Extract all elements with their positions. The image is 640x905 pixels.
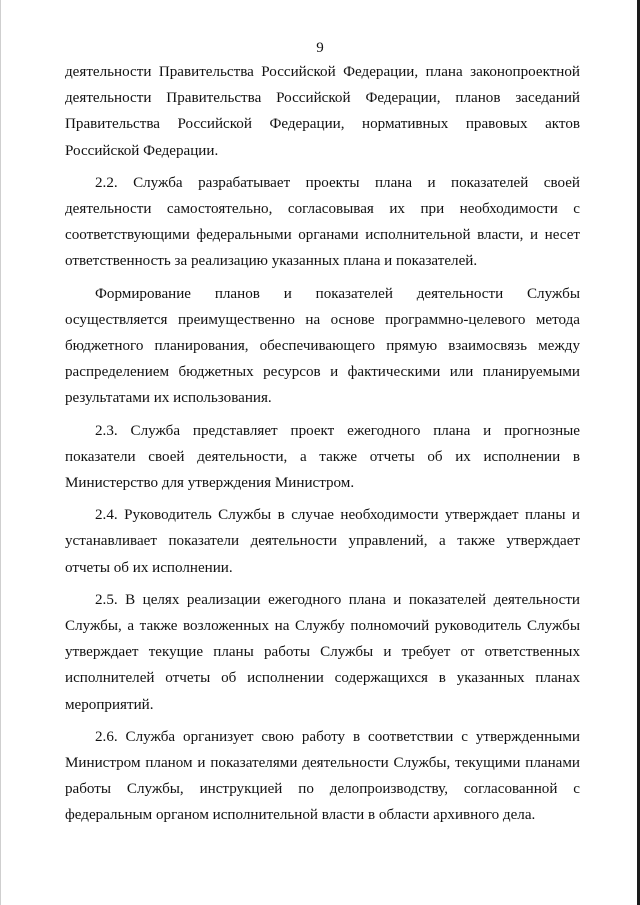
scan-edge-left [0,0,1,905]
page-number: 9 [316,40,324,56]
paragraph-continuation: деятельности Правительства Российской Федерации, плана законопроектной деятельности Правительства Российской Федерации, планов заседаний Правительства Российской Федерации, нормативных правовых актов Российской Федерации. [65,64,580,159]
paragraph-2-5: 2.5. В целях реализации ежегодного плана и показателей деятельности Службы, а также возложенных на Службу полномочий руководитель Службы утверждает текущие планы работы Службы и требует от ответственных исполнителей отчеты об исполнении содержащихся в указанных планах мероприятий. [65,591,580,713]
document-body [65,59,580,835]
paragraph-2-4: 2.4. Руководитель Службы в случае необходимости утверждает планы и устанавливает показатели деятельности управлений, а также утверждает отчеты об их исполнении. [65,507,580,576]
paragraph-planning-method: Формирование планов и показателей деятельности Службы осуществляется преимущественно на основе программно-целевого метода бюджетного планирования, обеспечивающего прямую взаимосвязь между распределением бюджетных ресурсов и фактическими или планируемыми результатами их использования. [65,285,580,407]
paragraph-2-3: 2.3. Служба представляет проект ежегодного плана и прогнозные показатели своей деятельности, а также отчеты об их исполнении в Министерство для утверждения Министром. [65,422,580,492]
paragraph-2-2: 2.2. Служба разрабатывает проекты плана и показателей своей деятельности самостоятельно, согласовывая их при необходимости с соответствующими федеральными органами исполнительной власти, и несет ответственность за реализацию указанных плана и показателей. [65,174,580,270]
paragraph-2-6: 2.6. Служба организует свою работу в соответствии с утвержденными Министром планом и показателями деятельности Службы, текущими планами работы Службы, инструкцией по делопроизводству, согласованной с федеральным органом исполнительной власти в области архивного дела. [65,728,580,824]
